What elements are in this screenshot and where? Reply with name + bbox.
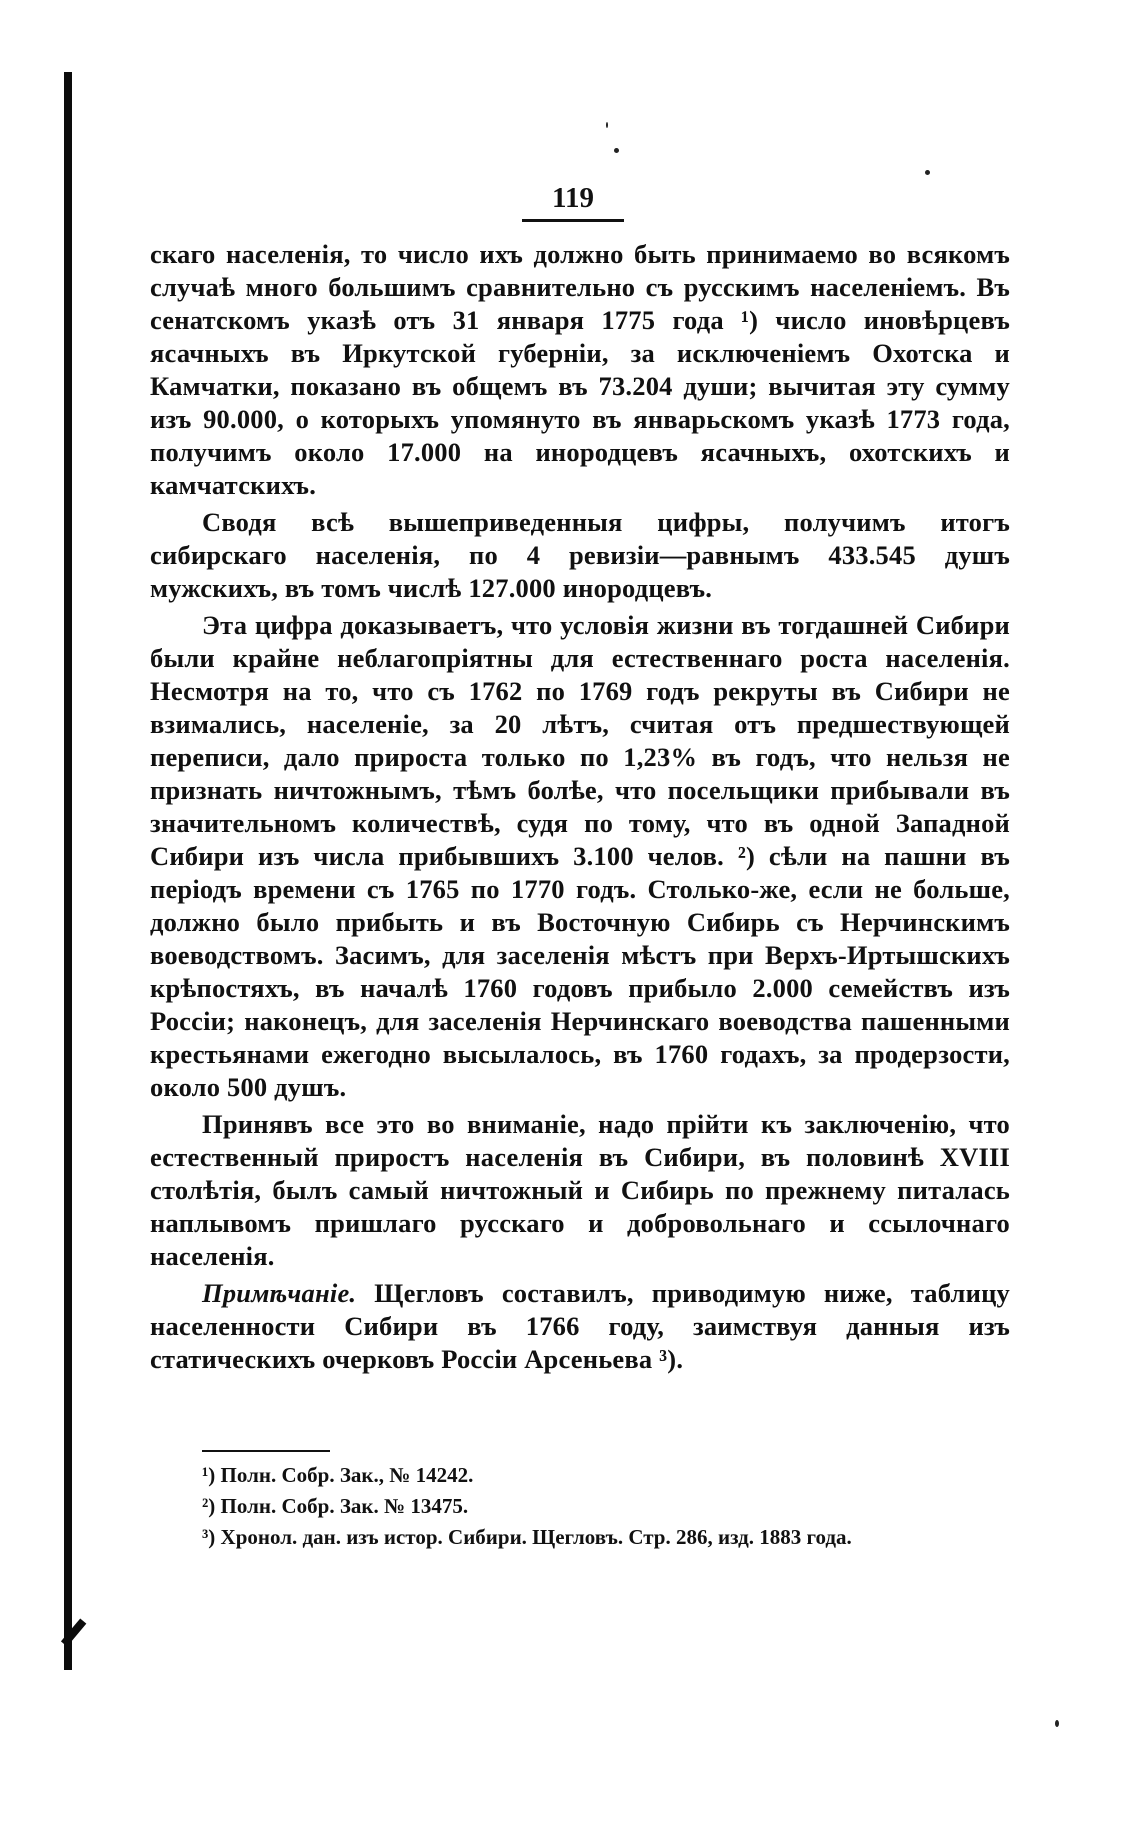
paragraph: Принявъ все это во вниманіе, надо прійти къ заключенію, что естественный приростъ населенія въ Сибири, въ половинѣ XVIII столѣтія, былъ самый ничтожный и Сибирь по прежнему питалась наплывомъ пришлаго русскаго и добровольнаго и ссылочнаго населенія. <box>150 1109 1010 1271</box>
note-label: Примѣчаніе. <box>202 1278 357 1308</box>
print-speck <box>925 170 930 175</box>
paragraph: Сводя всѣ вышеприведенныя цифры, получимъ итогъ сибирскаго населенія, по 4 ревизіи—равнымъ 433.545 душъ мужскихъ, въ томъ числѣ 127.000 инородцевъ. <box>150 507 1010 603</box>
footnote: ³) Хронол. дан. изъ истор. Сибири. Щегловъ. Стр. 286, изд. 1883 года. <box>202 1525 852 1549</box>
main-text <box>150 238 1010 1380</box>
footnote: ²) Полн. Собр. Зак. № 13475. <box>202 1494 469 1518</box>
footnote-divider <box>202 1450 330 1452</box>
binding-edge <box>64 72 72 1670</box>
page-number: 119 <box>522 182 624 222</box>
print-speck <box>1055 1720 1059 1727</box>
note-paragraph <box>150 1277 1010 1376</box>
print-speck <box>606 122 608 128</box>
print-speck <box>614 148 619 153</box>
footnotes <box>150 1450 1010 1553</box>
paragraph: Эта цифра доказываетъ, что условія жизни въ тогдашней Сибири были крайне неблагопріятны для естественнаго роста населенія. Несмотря на то, что съ 1762 по 1769 годъ рекруты въ Сибири не взимались, населеніе, за 20 лѣтъ, считая отъ предшествующей переписи, дало прироста только по 1,23% въ годъ, что нельзя не признать ничтожнымъ, тѣмъ болѣе, что посельщики прибывали въ значительномъ количествѣ, судя по тому, что въ одной Западной Сибири изъ числа прибывшихъ 3.100 челов. ²) сѣли на пашни въ періодъ времени съ 1765 по 1770 годъ. Столько-же, если не больше, должно было прибыть и въ Восточную Сибирь съ Нерчинскимъ воеводствомъ. Засимъ, для заселенія мѣстъ при Верхъ-Иртышскихъ крѣпостяхъ, въ началѣ 1760 годовъ прибыло 2.000 семействъ изъ Россіи; наконецъ, для заселенія Нерчинскаго воеводства пашенными крестьянами ежегодно высылалось, въ 1760 годахъ, за продерзости, около 500 душъ. <box>150 610 1010 1102</box>
paragraph: скаго населенія, то число ихъ должно быть принимаемо во всякомъ случаѣ много большимъ сравнительно съ русскимъ населеніемъ. Въ сенатскомъ указѣ отъ 31 января 1775 года ¹) число иновѣрцевъ ясачныхъ въ Иркутской губерніи, за исключеніемъ Охотска и Камчатки, показано въ общемъ въ 73.204 души; вычитая эту сумму изъ 90.000, о которыхъ упомянуто въ январьскомъ указѣ 1773 года, получимъ около 17.000 на инородцевъ ясачныхъ, охотскихъ и камчатскихъ. <box>150 239 1010 500</box>
footnote: ¹) Полн. Собр. Зак., № 14242. <box>202 1463 474 1487</box>
note-text: Щегловъ составилъ, приводимую ниже, таблицу населенности Сибири въ 1766 году, заимствуя данныя изъ статическихъ очерковъ Россіи Арсеньева ³). <box>150 1278 1010 1374</box>
